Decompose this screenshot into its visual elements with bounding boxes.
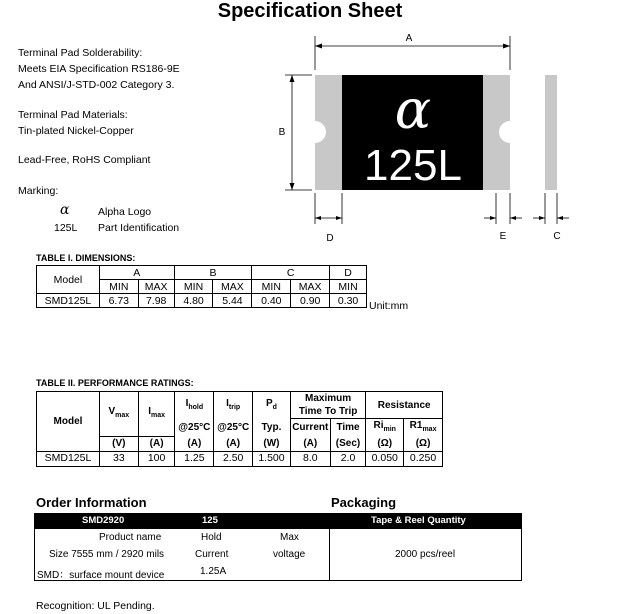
dim-cell: 4.80: [174, 294, 213, 308]
performance-table: [36, 391, 443, 467]
r1max-header: [404, 419, 443, 437]
order-smd-text: SMD：surface mount device: [37, 570, 165, 581]
dimensions-table: [36, 265, 367, 308]
packaging-bar-label: Tape & Reel Quantity: [371, 515, 466, 526]
order-info-heading: Order Information: [36, 495, 147, 510]
dim-subheader: MIN: [252, 280, 291, 294]
vmax-sub: max: [115, 412, 130, 420]
dim-d-arrow-right: [336, 216, 342, 220]
recognition-text: Recognition: UL Pending.: [36, 600, 155, 612]
rimin-header: [366, 419, 404, 437]
time-to-trip-line-1: Maximum: [305, 393, 352, 404]
vmax-main: V: [108, 406, 116, 418]
performance-table-title: TABLE II. PERFORMANCE RATINGS:: [36, 378, 194, 388]
time-to-trip-line-2: Time To Trip: [298, 406, 358, 417]
order-divider: [329, 529, 330, 581]
dim-subheader: MAX: [213, 280, 252, 294]
component-drawing: [270, 28, 630, 248]
perf-cell: 2.0: [330, 451, 366, 466]
current-label: Current: [290, 419, 330, 437]
r1max-main: R1: [409, 420, 423, 431]
ihold-sub: hold: [188, 403, 204, 411]
order-header-bar: [34, 513, 522, 529]
perf-cell: 33: [99, 451, 138, 466]
order-product-name-label: Product name: [99, 532, 162, 543]
ihold-cond: @25°C: [175, 419, 214, 437]
marking-part-desc: Part Identification: [98, 222, 180, 234]
dim-b-arrow-bottom: [290, 183, 295, 190]
itrip-unit: (A): [214, 436, 253, 451]
dim-a-label: A: [405, 33, 413, 44]
dimensions-unit: Unit:mm: [369, 300, 409, 312]
solderability-heading: Terminal Pad Solderability:: [18, 47, 143, 59]
packaging-quantity: 2000 pcs/reel: [395, 549, 456, 560]
dim-cell-model: SMD125L: [37, 294, 100, 308]
perf-time-to-trip-header: [290, 392, 366, 419]
order-current-label: Current: [195, 549, 229, 560]
dim-cell: 0.30: [330, 294, 367, 308]
dim-cell: 0.90: [291, 294, 330, 308]
order-bar-product: SMD2920: [82, 515, 125, 526]
perf-vmax-header: [99, 392, 138, 437]
marking-part-symbol: 125L: [54, 222, 78, 234]
perf-cell: 0.250: [404, 451, 443, 466]
perf-model-header: Model: [37, 392, 100, 452]
order-max-label: Max: [280, 532, 299, 543]
dim-e-arrow-left: [490, 216, 496, 220]
imax-main: I: [148, 406, 151, 418]
dim-cell: 5.44: [213, 294, 252, 308]
rimin-sub: min: [383, 426, 396, 433]
marking-alpha-desc: Alpha Logo: [98, 206, 152, 218]
dim-d-label: D: [326, 233, 334, 244]
dim-cell: 0.40: [252, 294, 291, 308]
materials-line: Tin-plated Nickel-Copper: [18, 125, 134, 137]
perf-cell: 2.50: [214, 451, 253, 466]
dim-subheader: MIN: [99, 280, 138, 294]
order-voltage-label: voltage: [273, 549, 306, 560]
ihold-unit: (A): [175, 436, 214, 451]
dim-c-arrow-left: [539, 216, 545, 220]
chip-side-view: [545, 75, 557, 190]
chip-notch-left: [304, 121, 326, 143]
order-size-text: Size 7555 mm / 2920 mils: [49, 549, 165, 560]
compliance-text: Lead-Free, RoHS Compliant: [18, 154, 151, 166]
table-row: [37, 451, 443, 466]
dim-subheader: MIN: [174, 280, 213, 294]
packaging-heading: Packaging: [331, 495, 397, 510]
dim-e-arrow-right: [510, 216, 516, 220]
imax-sub: max: [150, 412, 165, 420]
itrip-sub: trip: [228, 403, 241, 411]
dim-group-a: A: [99, 266, 174, 280]
order-bar-rating: 125: [202, 515, 218, 526]
perf-cell: 8.0: [290, 451, 330, 466]
chip-part-text: 125L: [364, 141, 462, 190]
component-drawing-svg: [270, 28, 630, 248]
page-title: Specification Sheet: [217, 0, 403, 22]
solderability-line-1: Meets EIA Specification RS186-9E: [18, 63, 180, 75]
r1max-sub: max: [422, 426, 437, 433]
dim-cell: 6.73: [99, 294, 138, 308]
perf-cell-model: SMD125L: [37, 451, 100, 466]
chip-notch-right: [499, 121, 521, 143]
dim-subheader: MAX: [138, 280, 174, 294]
order-hold-value: 1.25A: [200, 566, 227, 577]
dim-d-arrow-left: [315, 216, 321, 220]
perf-cell: 1.25: [175, 451, 214, 466]
itrip-cond: @25°C: [214, 419, 253, 437]
pd-main: P: [265, 397, 273, 409]
r1max-unit: (Ω): [404, 436, 443, 451]
marking-heading: Marking:: [18, 185, 59, 197]
current-unit: (A): [290, 436, 330, 451]
dim-b-label: B: [278, 127, 286, 138]
imax-unit: (A): [138, 436, 175, 451]
perf-itrip-header: [214, 392, 253, 419]
order-hold-label: Hold: [201, 532, 222, 543]
ihold-main: I: [185, 397, 189, 409]
dimensions-table-title: TABLE I. DIMENSIONS:: [36, 253, 136, 263]
order-info-box: [34, 529, 522, 581]
dim-subheader: MIN: [330, 280, 367, 294]
materials-heading: Terminal Pad Materials:: [18, 109, 128, 121]
dim-cell: 7.98: [138, 294, 174, 308]
dim-b-arrow-top: [290, 75, 295, 82]
pd-sub: d: [272, 403, 277, 411]
perf-cell: 100: [138, 451, 175, 466]
perf-imax-header: [138, 392, 175, 437]
perf-ihold-header: [175, 392, 214, 419]
dim-group-c: C: [252, 266, 330, 280]
vmax-unit: (V): [99, 436, 138, 451]
dim-group-d: D: [330, 266, 367, 280]
time-label: Time: [330, 419, 366, 437]
dim-subheader: MAX: [291, 280, 330, 294]
pd-unit: (W): [253, 436, 291, 451]
marking-alpha-symbol: α: [60, 202, 70, 218]
table-row: [37, 294, 367, 308]
time-unit: (Sec): [330, 436, 366, 451]
perf-cell: 1.500: [253, 451, 291, 466]
dim-a-arrow-right: [503, 44, 510, 49]
pd-cond: Typ.: [253, 419, 291, 437]
perf-pd-header: [253, 392, 291, 419]
perf-resistance-header: Resistance: [366, 392, 443, 419]
dim-c-arrow-right: [557, 216, 563, 220]
dim-group-b: B: [174, 266, 252, 280]
dim-a-arrow-left: [315, 44, 322, 49]
dim-model-header: Model: [37, 266, 100, 294]
rimin-unit: (Ω): [366, 436, 404, 451]
perf-cell: 0.050: [366, 451, 404, 466]
rimin-main: Ri: [373, 420, 384, 431]
itrip-main: I: [226, 397, 229, 409]
dim-c-label: C: [553, 231, 561, 242]
chip-alpha-logo: α: [394, 78, 432, 141]
dim-e-label: E: [499, 231, 507, 242]
solderability-line-2: And ANSI/J-STD-002 Category 3.: [18, 79, 175, 91]
